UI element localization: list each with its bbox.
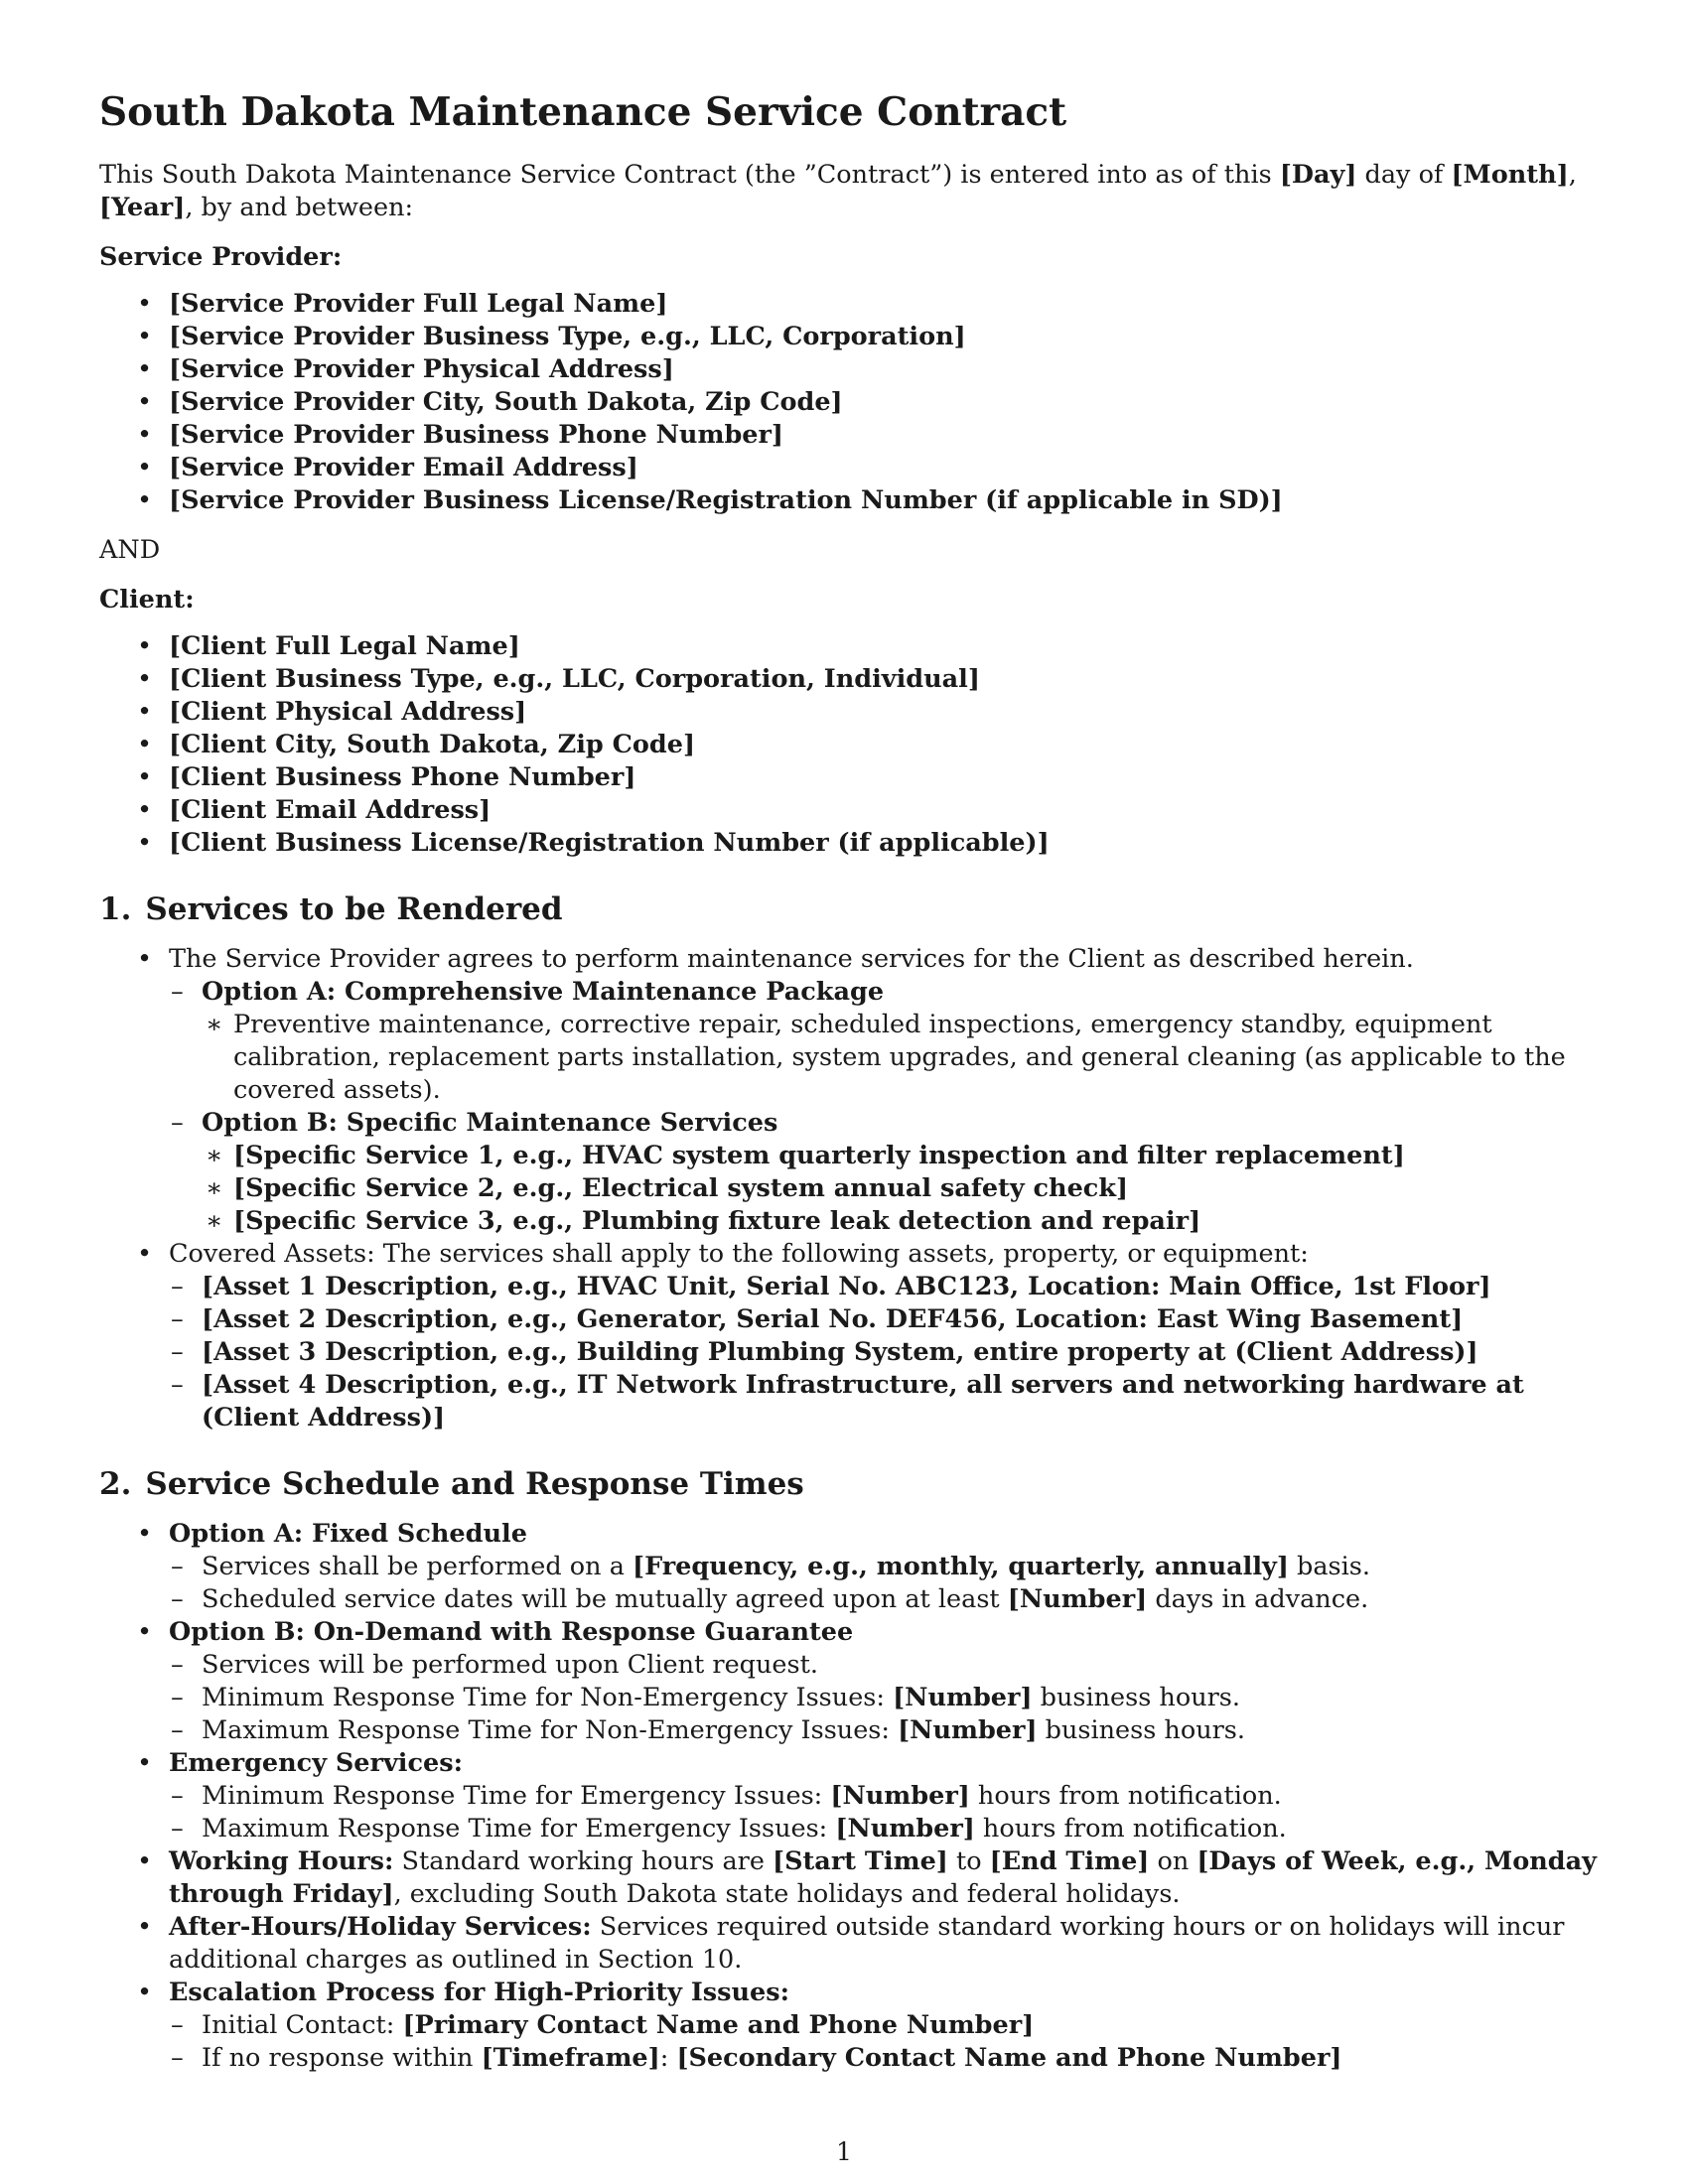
clause-text: Services will be performed upon Client request. [202, 1650, 818, 1680]
clause-text: days in advance. [1147, 1584, 1369, 1614]
bullet-icon: • [137, 1617, 153, 1647]
end-time-placeholder: [End Time] [989, 1846, 1150, 1876]
clause-text: Initial Contact: [202, 2010, 403, 2040]
primary-contact-placeholder: [Primary Contact Name and Phone Number] [402, 2010, 1035, 2040]
options-list [169, 976, 1599, 1238]
clause-text: on [1149, 1846, 1197, 1876]
dash-icon: – [171, 1108, 184, 1138]
bullet-icon: • [137, 1239, 153, 1269]
provider-list [99, 288, 1599, 517]
bullet-icon: • [137, 828, 153, 858]
number-placeholder: [Number] [830, 1781, 970, 1811]
list-item [99, 663, 1599, 696]
bullet-icon: • [137, 322, 153, 351]
option-a-description: Preventive maintenance, corrective repair, scheduled inspections, emergency standby, equipment calibration, replacement parts installation, system upgrades, and general cleaning (as applicable to the covered assets). [233, 1010, 1566, 1105]
list-item [169, 976, 1599, 1107]
client-field: [Client Physical Address] [169, 697, 527, 727]
clause-text: Minimum Response Time for Emergency Issues: [202, 1781, 831, 1811]
list-item [169, 1813, 1599, 1845]
dash-icon: – [171, 1683, 184, 1712]
list-item [169, 1682, 1599, 1714]
dash-icon: – [171, 977, 184, 1007]
clause-text: Minimum Response Time for Non-Emergency Issues: [202, 1683, 894, 1712]
asterisk-icon: ∗ [206, 1141, 223, 1170]
client-field: [Client Business Type, e.g., LLC, Corporation, Individual] [169, 664, 980, 694]
list-item [169, 1303, 1599, 1336]
dash-icon: – [171, 1650, 184, 1680]
schedule-option-a-list [169, 1551, 1599, 1616]
clause-text: Scheduled service dates will be mutually agreed upon at least [202, 1584, 1008, 1614]
schedule-option-b-list [169, 1649, 1599, 1747]
clause-text: to [947, 1846, 990, 1876]
clause-text: business hours. [1037, 1715, 1245, 1745]
client-field: [Client Business License/Registration Number (if applicable)] [169, 828, 1050, 858]
clause-text: : [659, 2043, 677, 2073]
client-field: [Client Email Address] [169, 795, 492, 825]
list-item [169, 1336, 1599, 1369]
option-b-title: Option B: Specific Maintenance Services [202, 1108, 778, 1138]
section-2-list [99, 1518, 1599, 2075]
page-number: 1 [836, 2137, 852, 2166]
dash-icon: – [171, 1370, 184, 1400]
client-heading [99, 584, 1599, 616]
list-item [99, 1977, 1599, 2075]
section-1-heading [99, 889, 1599, 929]
section-number: 1. [99, 891, 132, 927]
escalation-title: Escalation Process for High-Priority Issues: [169, 1978, 789, 2007]
asset-description: [Asset 2 Description, e.g., Generator, Serial No. DEF456, Location: East Wing Basement] [202, 1304, 1464, 1334]
provider-field: [Service Provider Business Type, e.g., LLC, Corporation] [169, 322, 966, 351]
list-item [169, 1369, 1599, 1434]
dash-icon: – [171, 1781, 184, 1811]
list-item [99, 419, 1599, 452]
bullet-icon: • [137, 289, 153, 319]
bullet-icon: • [137, 1978, 153, 2007]
bullet-icon: • [137, 1846, 153, 1876]
list-item [99, 1518, 1599, 1616]
dash-icon: – [171, 1272, 184, 1301]
section-title: Service Schedule and Response Times [145, 1466, 804, 1502]
dash-icon: – [171, 1337, 184, 1367]
intro-paragraph [99, 159, 1599, 224]
list-item [99, 1238, 1599, 1434]
bullet-icon: • [137, 631, 153, 661]
schedule-option-b-title: Option B: On-Demand with Response Guarantee [169, 1617, 854, 1647]
year-placeholder: [Year] [99, 193, 186, 222]
option-b-list [202, 1140, 1599, 1238]
number-placeholder: [Number] [835, 1814, 975, 1843]
section-1-list [99, 943, 1599, 1434]
clause-text: If no response within [202, 2043, 482, 2073]
month-placeholder: [Month] [1451, 160, 1569, 190]
bullet-icon: • [137, 354, 153, 384]
list-item [169, 2042, 1599, 2075]
list-item [169, 1271, 1599, 1303]
clause-text: hours from notification. [974, 1814, 1287, 1843]
list-item [99, 794, 1599, 827]
section-number: 2. [99, 1466, 132, 1502]
list-item [99, 452, 1599, 484]
list-item [202, 1140, 1599, 1172]
list-item [202, 1009, 1599, 1107]
list-item [99, 288, 1599, 321]
provider-heading [99, 241, 1599, 274]
bullet-icon: • [137, 697, 153, 727]
section-2-heading [99, 1464, 1599, 1504]
provider-heading-text: Service Provider: [99, 242, 343, 272]
intro-text: , [1568, 160, 1577, 190]
client-field: [Client Business Phone Number] [169, 762, 636, 792]
bullet-icon: • [137, 387, 153, 417]
frequency-placeholder: [Frequency, e.g., monthly, quarterly, annually] [633, 1552, 1289, 1581]
contract-page [99, 87, 1599, 2075]
list-item [99, 1616, 1599, 1747]
schedule-option-a-title: Option A: Fixed Schedule [169, 1519, 527, 1549]
list-item [169, 1551, 1599, 1583]
list-item [202, 1205, 1599, 1238]
clause-text: , excluding South Dakota state holidays and federal holidays. [393, 1879, 1181, 1909]
list-item [202, 1172, 1599, 1205]
bullet-icon: • [137, 1912, 153, 1942]
list-item [99, 827, 1599, 860]
client-field: [Client City, South Dakota, Zip Code] [169, 730, 696, 759]
option-a-list [202, 1009, 1599, 1107]
bullet-icon: • [137, 730, 153, 759]
emergency-title: Emergency Services: [169, 1748, 463, 1778]
asset-description: [Asset 1 Description, e.g., HVAC Unit, Serial No. ABC123, Location: Main Office, 1st Floor] [202, 1272, 1491, 1301]
number-placeholder: [Number] [1007, 1584, 1148, 1614]
clause-text: basis. [1288, 1552, 1370, 1581]
list-item [99, 1845, 1599, 1911]
specific-service: [Specific Service 1, e.g., HVAC system quarterly inspection and filter replacement] [233, 1141, 1405, 1170]
bullet-icon: • [137, 762, 153, 792]
provider-field: [Service Provider Business Phone Number] [169, 420, 783, 450]
asset-description: [Asset 3 Description, e.g., Building Plumbing System, entire property at (Client Address)] [202, 1337, 1478, 1367]
clause-text: Services shall be performed on a [202, 1552, 633, 1581]
list-item [169, 1583, 1599, 1616]
list-item [169, 1107, 1599, 1238]
clause-text: hours from notification. [969, 1781, 1282, 1811]
list-item [169, 1714, 1599, 1747]
list-item [169, 1780, 1599, 1813]
list-item [99, 386, 1599, 419]
section-spacer [99, 1434, 1599, 1464]
section-title: Services to be Rendered [145, 891, 563, 927]
intro-text: , by and between: [185, 193, 414, 222]
specific-service: [Specific Service 3, e.g., Plumbing fixture leak detection and repair] [233, 1206, 1201, 1236]
bullet-icon: • [137, 1519, 153, 1549]
dash-icon: – [171, 1304, 184, 1334]
dash-icon: – [171, 1814, 184, 1843]
number-placeholder: [Number] [898, 1715, 1038, 1745]
start-time-placeholder: [Start Time] [773, 1846, 948, 1876]
dash-icon: – [171, 2043, 184, 2073]
list-item [99, 696, 1599, 729]
list-item [99, 321, 1599, 353]
document-title: South Dakota Maintenance Service Contract [99, 89, 1067, 135]
list-item [99, 761, 1599, 794]
list-item [99, 1747, 1599, 1845]
bullet-icon: • [137, 1748, 153, 1778]
assets-intro: Covered Assets: The services shall apply to the following assets, property, or equipment: [169, 1239, 1309, 1269]
dash-icon: – [171, 2010, 184, 2040]
clause-text: Maximum Response Time for Non-Emergency Issues: [202, 1715, 899, 1745]
day-placeholder: [Day] [1279, 160, 1357, 190]
list-item [169, 2009, 1599, 2042]
asterisk-icon: ∗ [206, 1206, 223, 1236]
bullet-icon: • [137, 944, 153, 974]
dash-icon: – [171, 1715, 184, 1745]
emergency-list [169, 1780, 1599, 1845]
list-item [99, 630, 1599, 663]
list-item [169, 1649, 1599, 1682]
provider-field: [Service Provider Physical Address] [169, 354, 674, 384]
after-hours-label: After-Hours/Holiday Services: [169, 1912, 592, 1942]
provider-field: [Service Provider Email Address] [169, 453, 638, 482]
bullet-icon: • [137, 664, 153, 694]
provider-field: [Service Provider Full Legal Name] [169, 289, 668, 319]
intro-text: This South Dakota Maintenance Service Contract (the ”Contract”) is entered into as of this [99, 160, 1280, 190]
clause-text: Services required outside standard working hours or on holidays will incur additional charges as outlined in Section 10. [169, 1912, 1565, 1975]
list-item [99, 484, 1599, 517]
bullet-icon: • [137, 453, 153, 482]
client-list [99, 630, 1599, 860]
provider-field: [Service Provider City, South Dakota, Zip Code] [169, 387, 843, 417]
days-placeholder: [Days of Week, e.g., Monday through Friday] [169, 1846, 1597, 1909]
intro-text: day of [1356, 160, 1452, 190]
assets-list [169, 1271, 1599, 1434]
services-intro: The Service Provider agrees to perform maintenance services for the Client as described herein. [169, 944, 1414, 974]
working-hours-label: Working Hours: [169, 1846, 394, 1876]
asterisk-icon: ∗ [206, 1173, 223, 1203]
secondary-contact-placeholder: [Secondary Contact Name and Phone Number] [676, 2043, 1342, 2073]
client-heading-text: Client: [99, 585, 195, 614]
and-separator: AND [99, 535, 161, 565]
dash-icon: – [171, 1552, 184, 1581]
asterisk-icon: ∗ [206, 1010, 223, 1039]
number-placeholder: [Number] [893, 1683, 1033, 1712]
option-a-title: Option A: Comprehensive Maintenance Package [202, 977, 885, 1007]
bullet-icon: • [137, 795, 153, 825]
bullet-icon: • [137, 420, 153, 450]
clause-text: Maximum Response Time for Emergency Issues: [202, 1814, 836, 1843]
escalation-list [169, 2009, 1599, 2075]
timeframe-placeholder: [Timeframe] [481, 2043, 660, 2073]
client-field: [Client Full Legal Name] [169, 631, 520, 661]
specific-service: [Specific Service 2, e.g., Electrical system annual safety check] [233, 1173, 1129, 1203]
clause-text: business hours. [1032, 1683, 1240, 1712]
list-item [99, 729, 1599, 761]
dash-icon: – [171, 1584, 184, 1614]
section-spacer [99, 860, 1599, 889]
list-item [99, 353, 1599, 386]
provider-field: [Service Provider Business License/Registration Number (if applicable in SD)] [169, 485, 1283, 515]
asset-description: [Asset 4 Description, e.g., IT Network Infrastructure, all servers and networking hardware at (Client Address)] [202, 1370, 1524, 1433]
list-item [99, 1911, 1599, 1977]
bullet-icon: • [137, 485, 153, 515]
clause-text: Standard working hours are [393, 1846, 774, 1876]
list-item [99, 943, 1599, 1238]
